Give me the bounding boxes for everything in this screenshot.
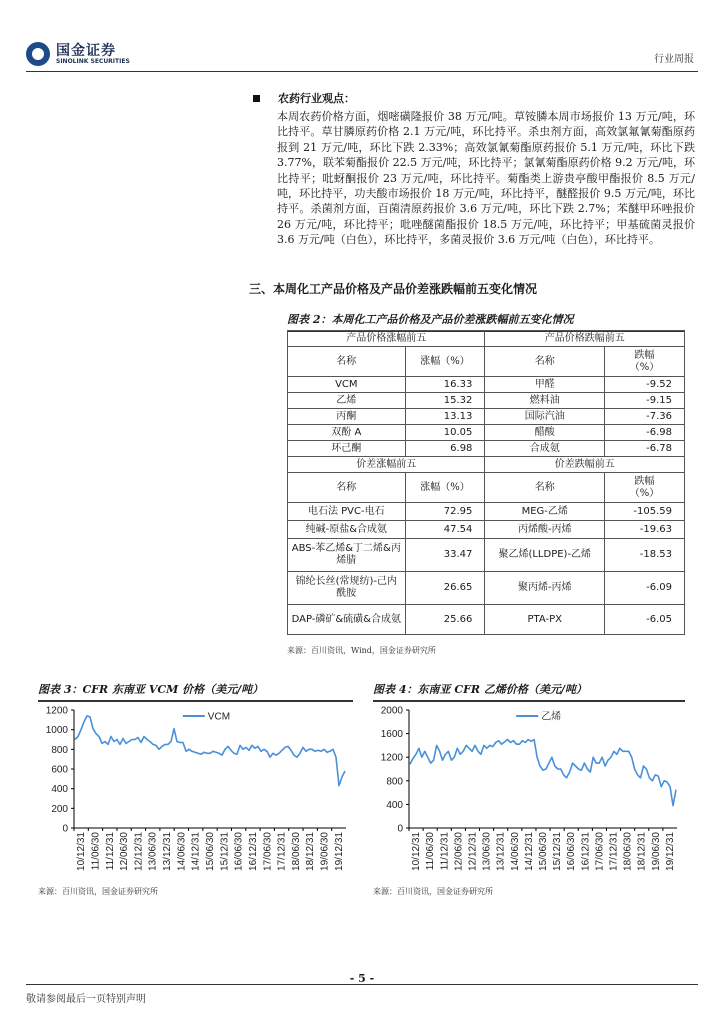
table-row bbox=[288, 425, 685, 441]
company-logo bbox=[26, 40, 146, 70]
col-header-name: 名称 bbox=[288, 473, 406, 503]
x-tick-label: 13/06/30 bbox=[481, 832, 493, 871]
col-header-rise: 涨幅（%） bbox=[405, 473, 485, 503]
y-tick-label: 0 bbox=[62, 823, 68, 835]
col-header-rise: 涨幅（%） bbox=[405, 347, 485, 377]
table-cell: 电石法 PVC-电石 bbox=[288, 503, 406, 521]
table-row bbox=[288, 539, 685, 572]
logo-name-en: SINOLINK SECURITIES bbox=[56, 58, 130, 65]
table-cell: 15.32 bbox=[405, 393, 485, 409]
table-cell: 72.95 bbox=[405, 503, 485, 521]
x-tick-label: 16/12/31 bbox=[580, 832, 592, 871]
table-cell: 环己酮 bbox=[288, 441, 406, 457]
y-tick-label: 200 bbox=[51, 803, 68, 815]
x-tick-label: 15/12/31 bbox=[552, 832, 564, 871]
x-tick-label: 16/06/30 bbox=[233, 832, 245, 871]
top-movers-table bbox=[287, 330, 685, 635]
table-cell: 47.54 bbox=[405, 521, 485, 539]
table-cell: VCM bbox=[288, 377, 406, 393]
header-divider bbox=[26, 71, 698, 72]
col-header-fall: 跌幅 （%） bbox=[605, 473, 685, 503]
series-line bbox=[75, 716, 345, 786]
x-tick-label: 15/12/31 bbox=[219, 832, 231, 871]
section-3-title: 三、本周化工产品价格及产品价差涨跌幅前五变化情况 bbox=[249, 282, 538, 296]
y-tick-label: 1600 bbox=[380, 729, 403, 741]
table-cell: -9.15 bbox=[605, 393, 685, 409]
y-tick-label: 400 bbox=[51, 784, 68, 796]
table-cell: 6.98 bbox=[405, 441, 485, 457]
table-row bbox=[288, 441, 685, 457]
table-cell: -7.36 bbox=[605, 409, 685, 425]
figure-2-title: 图表 2：本周化工产品价格及产品价差涨跌幅前五变化情况 bbox=[287, 311, 685, 332]
x-tick-label: 13/12/31 bbox=[495, 832, 507, 871]
table-cell: -18.53 bbox=[605, 539, 685, 572]
x-tick-label: 17/12/31 bbox=[276, 832, 288, 871]
x-tick-label: 16/12/31 bbox=[247, 832, 259, 871]
y-tick-label: 600 bbox=[51, 764, 68, 776]
table-row bbox=[288, 503, 685, 521]
series-line bbox=[410, 740, 676, 806]
table-cell: 33.47 bbox=[405, 539, 485, 572]
col-header-fall: 跌幅 （%） bbox=[605, 347, 685, 377]
table-cell: 纯碱-原盐&合成氨 bbox=[288, 521, 406, 539]
x-tick-label: 19/06/30 bbox=[319, 832, 331, 871]
pesticide-heading bbox=[253, 90, 355, 106]
table-cell: -105.59 bbox=[605, 503, 685, 521]
x-tick-label: 19/12/31 bbox=[333, 832, 345, 871]
x-tick-label: 13/12/31 bbox=[162, 832, 174, 871]
x-tick-label: 18/06/30 bbox=[622, 832, 634, 871]
y-tick-label: 400 bbox=[386, 799, 403, 811]
y-tick-label: 800 bbox=[386, 776, 403, 788]
x-tick-label: 10/12/31 bbox=[411, 832, 423, 871]
y-tick-label: 2000 bbox=[380, 705, 403, 717]
y-tick-label: 1200 bbox=[45, 705, 68, 717]
col-header-name: 名称 bbox=[485, 473, 605, 503]
table-row bbox=[288, 377, 685, 393]
table-cell: 13.13 bbox=[405, 409, 485, 425]
table-cell: -6.09 bbox=[605, 572, 685, 605]
table-cell: 醋酸 bbox=[485, 425, 605, 441]
x-tick-label: 19/06/30 bbox=[650, 832, 662, 871]
table-row bbox=[288, 393, 685, 409]
x-tick-label: 14/12/31 bbox=[190, 832, 202, 871]
table-cell: MEG-乙烯 bbox=[485, 503, 605, 521]
table-cell: 丙烯酸-丙烯 bbox=[485, 521, 605, 539]
col-header-name: 名称 bbox=[485, 347, 605, 377]
y-tick-label: 800 bbox=[51, 744, 68, 756]
x-tick-label: 11/06/30 bbox=[425, 832, 437, 871]
legend-label: VCM bbox=[207, 711, 231, 723]
x-tick-label: 18/12/31 bbox=[305, 832, 317, 871]
x-tick-label: 12/12/31 bbox=[467, 832, 479, 871]
x-tick-label: 17/12/31 bbox=[608, 832, 620, 871]
table-cell: 锦纶长丝(常规纺)-己内酰胺 bbox=[288, 572, 406, 605]
table-cell: 26.65 bbox=[405, 572, 485, 605]
y-tick-label: 0 bbox=[397, 823, 403, 835]
report-type: 行业周报 bbox=[654, 54, 694, 65]
square-bullet-icon bbox=[253, 95, 260, 102]
table-row bbox=[288, 605, 685, 635]
vcm-price-chart bbox=[38, 700, 354, 882]
x-tick-label: 12/12/31 bbox=[133, 832, 145, 871]
col-header-name: 名称 bbox=[288, 347, 406, 377]
table-cell: -6.05 bbox=[605, 605, 685, 635]
x-tick-label: 15/06/30 bbox=[205, 832, 216, 871]
table-cell: 乙烯 bbox=[288, 393, 406, 409]
table-cell: PTA-PX bbox=[485, 605, 605, 635]
figure-2-source: 来源：百川资讯，Wind，国金证券研究所 bbox=[287, 646, 436, 655]
table-row bbox=[288, 572, 685, 605]
x-tick-label: 18/12/31 bbox=[636, 832, 648, 871]
figure-3-title: 图表 3：CFR 东南亚 VCM 价格（美元/吨） bbox=[38, 681, 353, 702]
logo-icon bbox=[26, 42, 50, 66]
x-tick-label: 11/12/31 bbox=[104, 832, 116, 871]
table-cell: 国际汽油 bbox=[485, 409, 605, 425]
table-row bbox=[288, 409, 685, 425]
table-cell: -19.63 bbox=[605, 521, 685, 539]
x-tick-label: 12/06/30 bbox=[453, 832, 465, 871]
table-cell: 25.66 bbox=[405, 605, 485, 635]
x-tick-label: 15/06/30 bbox=[538, 832, 549, 871]
table-cell: 合成氨 bbox=[485, 441, 605, 457]
table-cell: 燃料油 bbox=[485, 393, 605, 409]
table-cell: 10.05 bbox=[405, 425, 485, 441]
x-tick-label: 19/12/31 bbox=[664, 832, 676, 871]
legend-label: 乙烯 bbox=[541, 711, 562, 723]
figure-3-source: 来源：百川资讯，国金证券研究所 bbox=[38, 887, 158, 896]
table-cell: -9.52 bbox=[605, 377, 685, 393]
pesticide-heading-text: 农药行业观点： bbox=[278, 92, 355, 105]
footer-divider bbox=[26, 984, 698, 985]
table-cell: -6.98 bbox=[605, 425, 685, 441]
x-tick-label: 12/06/30 bbox=[119, 832, 131, 871]
x-tick-label: 13/06/30 bbox=[147, 832, 159, 871]
table-cell: 16.33 bbox=[405, 377, 485, 393]
price-down-header: 产品价格跌幅前五 bbox=[485, 331, 685, 347]
table-cell: ABS-苯乙烯&丁二烯&丙烯腈 bbox=[288, 539, 406, 572]
x-tick-label: 18/06/30 bbox=[290, 832, 302, 871]
y-tick-label: 1000 bbox=[45, 725, 68, 737]
page-number: - 5 - bbox=[349, 972, 375, 985]
table-cell: 聚乙烯(LLDPE)-乙烯 bbox=[485, 539, 605, 572]
x-tick-label: 11/06/30 bbox=[90, 832, 102, 871]
x-tick-label: 16/06/30 bbox=[566, 832, 578, 871]
x-tick-label: 17/06/30 bbox=[262, 832, 274, 871]
figure-4-source: 来源：百川资讯，国金证券研究所 bbox=[373, 887, 493, 896]
pesticide-paragraph: 本周农药价格方面，烟嘧磺隆报价 38 万元/吨。草铵膦本周市场报价 13 万元/吨，环比持平。草甘膦原药价格 2.1 万元/吨，环比持平。杀虫剂方面，高效氯氟氰菊酯原药报到 21 万元/吨，环比下跌 2.33%；高效氯氰菊酯原药报价 5.1 万元/吨，环比下跌 3.77%，联苯菊酯报价 22.5 万元/吨，环比持平；氯氰菊酯原药价格 9.2 万元/吨，环比持平；吡蚜酮报价 23 万元/吨，环比持平。菊酯类上游贵亭酸甲酯报价 8.5 万元/吨，环比持平，功夫酸市场报价 18 万元/吨，环比持平，醚醛报价 9.5 万元/吨，环比持平。杀菌剂方面，百菌清原药报价 3.6 万元/吨，环比下跌 2.7%；苯醚甲环唑报价 26 万元/吨，环比持平；吡唑醚菌酯报价 18.5 万元/吨，环比持平；甲基硫菌灵报价 3.6 万元/吨（白色），环比持平，多菌灵报价 3.6 万元/吨（白色），环比持平。 bbox=[277, 110, 695, 247]
logo-name-cn: 国金证券 bbox=[56, 43, 116, 59]
x-tick-label: 14/06/30 bbox=[509, 832, 521, 871]
x-tick-label: 14/12/31 bbox=[523, 832, 535, 871]
spread-up-header: 价差涨幅前五 bbox=[288, 457, 485, 473]
table-cell: 聚丙烯-丙烯 bbox=[485, 572, 605, 605]
x-tick-label: 10/12/31 bbox=[76, 832, 88, 871]
table-cell: 甲醛 bbox=[485, 377, 605, 393]
table-cell: -6.78 bbox=[605, 441, 685, 457]
y-tick-label: 1200 bbox=[380, 752, 403, 764]
table-cell: 丙酮 bbox=[288, 409, 406, 425]
spread-down-header: 价差跌幅前五 bbox=[485, 457, 685, 473]
ethylene-price-chart bbox=[373, 700, 685, 882]
table-cell: 双酚 A bbox=[288, 425, 406, 441]
price-up-header: 产品价格涨幅前五 bbox=[288, 331, 485, 347]
disclaimer-note: 敬请参阅最后一页特别声明 bbox=[26, 994, 146, 1005]
table-row bbox=[288, 521, 685, 539]
table-cell: DAP-磷矿&硫磺&合成氨 bbox=[288, 605, 406, 635]
x-tick-label: 14/06/30 bbox=[176, 832, 188, 871]
figure-4-title: 图表 4：东南亚 CFR 乙烯价格（美元/吨） bbox=[373, 681, 685, 702]
x-tick-label: 11/12/31 bbox=[439, 832, 451, 871]
x-tick-label: 17/06/30 bbox=[594, 832, 606, 871]
